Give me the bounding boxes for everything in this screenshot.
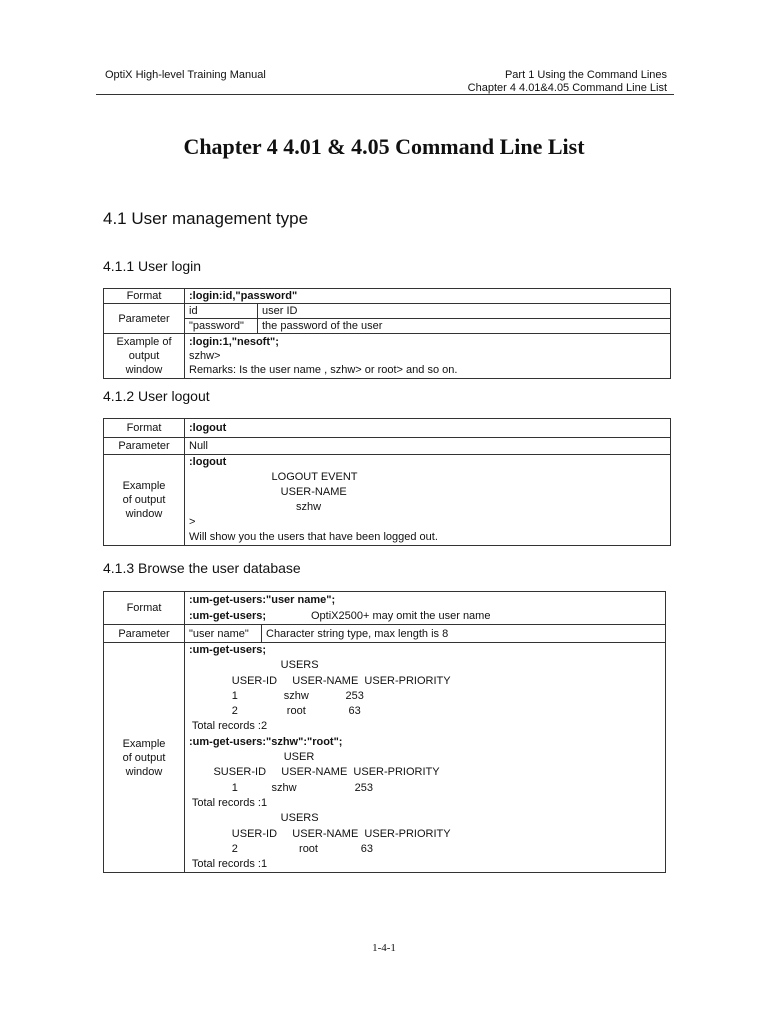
logout-format-label: Format: [104, 419, 185, 438]
output-line: Total records :1: [189, 796, 268, 809]
subsection-heading-browse: 4.1.3 Browse the user database: [103, 560, 301, 576]
page-number: 1-4-1: [372, 942, 396, 954]
output-line: USERS: [189, 659, 319, 672]
output-line: 2 root 63: [189, 842, 374, 855]
browse-parameter-label: Parameter: [104, 625, 185, 643]
output-line: 2 root 63: [189, 705, 361, 718]
output-line: 1 szhw 253: [189, 689, 364, 702]
subsection-heading-logout: 4.1.2 User logout: [103, 388, 210, 404]
browse-format-label: Format: [104, 592, 185, 625]
logout-parameter-label: Parameter: [104, 438, 185, 455]
output-line: USER-ID USER-NAME USER-PRIORITY: [189, 827, 451, 840]
logout-example-label: Example of output window: [104, 455, 185, 546]
output-line: Total records :2: [189, 720, 268, 733]
login-format-value: :login:id,"password": [185, 289, 671, 304]
browse-table: [103, 591, 666, 873]
browse-example-output: [185, 643, 666, 873]
output-line: Total records :1: [189, 858, 268, 871]
output-line: :um-get-users:"szhw":"root";: [189, 735, 343, 748]
chapter-title: Chapter 4 4.01 & 4.05 Command Line List: [183, 134, 585, 159]
output-line: SUSER-ID USER-NAME USER-PRIORITY: [189, 766, 440, 779]
header-part-title: Part 1 Using the Command Lines: [504, 69, 667, 81]
browse-format-value: :um-get-users:"user name"; :um-get-users; OptiX2500+ may omit the user name: [185, 592, 666, 625]
output-line: USER-ID USER-NAME USER-PRIORITY: [189, 674, 451, 687]
logout-example-output: :logout LOGOUT EVENT USER-NAME szhw > Will show you the users that have been logged out.: [185, 455, 671, 546]
login-param-desc: the password of the user: [258, 319, 671, 334]
login-example-label: Example of output window: [104, 334, 185, 379]
header-chapter-title: Chapter 4 4.01&4.05 Command Line List: [467, 82, 667, 94]
output-line: :um-get-users;: [189, 644, 267, 656]
browse-param-desc: Character string type, max length is 8: [262, 625, 666, 643]
login-param-desc: user ID: [258, 304, 671, 319]
login-param-name: id: [185, 304, 258, 319]
output-line: USER: [189, 751, 315, 764]
login-format-label: Format: [104, 289, 185, 304]
subsection-heading-login: 4.1.1 User login: [103, 258, 202, 274]
login-table: [103, 288, 671, 379]
login-parameter-label: Parameter: [104, 304, 185, 334]
logout-format-value: :logout: [185, 419, 671, 438]
header-manual-title: OptiX High-level Training Manual: [105, 69, 266, 81]
login-example-output: :login:1,"nesoft"; szhw> Remarks: Is the user name , szhw> or root> and so on.: [185, 334, 671, 379]
logout-parameter-value: Null: [185, 438, 671, 455]
section-heading-4-1: 4.1 User management type: [103, 209, 309, 228]
browse-example-label: Example of output window: [104, 643, 185, 873]
output-line: 1 szhw 253: [189, 781, 374, 794]
logout-table: [103, 418, 671, 546]
login-param-name: "password": [185, 319, 258, 334]
output-line: USERS: [189, 812, 319, 825]
header-rule: [96, 94, 674, 95]
browse-param-name: "user name": [185, 625, 262, 643]
